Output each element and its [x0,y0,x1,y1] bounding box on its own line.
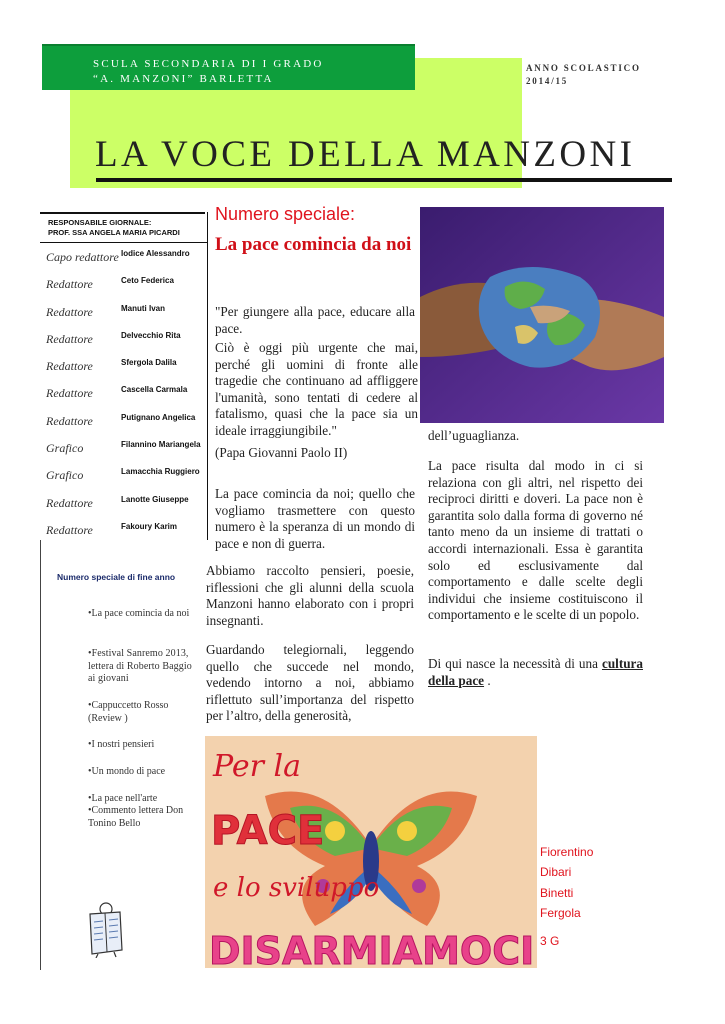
staff-name: Delvecchio Rita [121,330,181,340]
staff-row [46,273,206,300]
quote-text-continued: Ciò è oggi più urgente che mai, perché gli uomini di fronte alle tragedie che continuano ad affliggere l'umanità, sono tentati di cedere al fatalismo, quasi che la pace sia un ideale irraggiungibile." [215,340,418,438]
staff-role: Capo redattore [46,250,119,264]
author-class: 3 G [540,934,560,949]
school-name [93,57,324,87]
toc-item[interactable]: •La pace nell'arte [88,793,158,804]
staff-row [46,464,206,491]
author-name: Fiorentino [540,845,594,859]
newspaper-title: LA VOCE DELLA MANZONI [95,134,636,175]
staff-row [46,355,206,382]
staff-name: Lamacchia Ruggiero [121,467,200,477]
staff-row [46,382,206,409]
staff-role: Redattore [46,495,93,510]
school-line-1: SCULA SECONDARIA DI I GRADO [93,58,324,70]
staff-row [46,246,206,273]
staff-role: Redattore [46,359,93,374]
article-paragraph: La pace comincia da noi; quello che vogliamo trasmettere con questo numero è la speranza di un mondo di pace e non di guerra. [215,486,415,551]
staff-table [46,246,206,546]
staff-name: Iodice Alessandro [121,249,190,258]
staff-name: Manuti Ivan [121,303,166,313]
drawing-text-pace: PACE [211,808,325,854]
staff-name: Filannino Mariangela [121,440,201,450]
staff-name: Ceto Federica [121,276,174,286]
article-headline: La pace comincia da noi [215,234,412,255]
article-paragraph: Guardando telegiornali, leggendo quello che succede nel mondo, vedendo intorno a noi, abbiamo riflettuto sull’importanza del rispetto per l’altro, della generosità, [206,642,414,724]
year-label: ANNO SCOLASTICO [526,63,641,73]
school-line-2: “A. MANZONI” BARLETTA [93,73,274,85]
staff-row [46,410,206,437]
staff-heading-line-2: PROF. SSA ANGELA MARIA PICARDI [48,228,180,237]
staff-name: Sfergola Dalila [121,358,177,368]
hands-globe-photo [420,207,664,423]
drawing-text-per-la: Per la [213,749,301,784]
toc-item[interactable]: •La pace comincia da noi [88,608,190,619]
staff-role: Redattore [46,413,93,428]
author-name: Dibari [540,865,572,880]
author-name: Fergola [540,905,581,920]
article-paragraph: dell’uguaglianza. [428,428,520,443]
staff-name: Lanotte Giuseppe [121,494,189,504]
staff-row [46,328,206,355]
year-value: 2014/15 [526,76,569,86]
staff-name: Fakoury Karim [121,521,178,531]
toc-item[interactable]: •Commento lettera Don Tonino Bello [88,805,184,829]
toc-item[interactable]: •Un mondo di pace [88,766,166,777]
authors-list [540,842,593,951]
title-rule [96,178,672,182]
staff-heading [48,218,180,238]
drawing-text-disarmiamoci: DISARMIAMOCI [209,929,535,968]
staff-role: Redattore [46,331,93,346]
staff-role: Grafico [46,468,84,483]
special-issue-kicker: Numero speciale: [215,204,356,224]
toc-heading: Numero speciale di fine anno [57,572,176,582]
staff-heading-rule [40,242,208,243]
newspaper-reader-logo [80,900,130,958]
sidebar-rule [40,540,41,970]
staff-top-rule [40,212,205,214]
staff-name: Putignano Angelica [121,412,196,422]
staff-row [46,437,206,464]
article-paragraph [428,656,643,689]
peace-drawing [205,736,537,968]
staff-role: Grafico [46,441,84,456]
quote-author: (Papa Giovanni Paolo II) [215,445,348,460]
article-paragraph: La pace risulta dal modo in ci si relaziona con gli altri, nel rispetto dei reciproci diritti e doveri. La pace non è garantita solo dalla forma di governo né tanto meno da un insieme di trattati o accordi internazionali. Essa è garantita solo ed esclusivamente dal comportamento e dalle scelte degli individui che insieme costituiscono il comportamento e le scelte di un popolo. [428,458,643,623]
author-name: Binetti [540,885,574,900]
staff-role: Redattore [46,304,93,319]
culture-text: Di qui nasce la necessità di una [428,656,602,671]
staff-role: Redattore [46,522,93,537]
staff-divider [207,212,208,540]
culture-of-peace-link[interactable]: cultura della pace [428,656,643,688]
staff-role: Redattore [46,277,93,292]
staff-name: Cascella Carmala [121,385,188,395]
staff-role: Redattore [46,386,93,401]
toc-item[interactable]: •Festival Sanremo 2013, lettera di Roberto Baggio ai giovani [88,648,192,684]
quote-text: "Per giungere alla pace, educare alla pace. [215,304,415,336]
school-year [526,62,641,88]
staff-row [46,301,206,328]
drawing-text-sviluppo: e lo sviluppo [213,873,380,903]
toc-item[interactable]: •I nostri pensieri [88,739,155,750]
staff-heading-line-1: RESPONSABILE GIORNALE: [48,218,152,227]
staff-row [46,492,206,519]
staff-row [46,519,206,546]
culture-text-end: . [484,672,491,688]
toc-item[interactable]: •Cappuccetto Rosso (Review ) [88,700,169,724]
article-paragraph: Abbiamo raccolto pensieri, poesie, riflessioni che gli alunni della scuola Manzoni hanno elaborato con i propri insegnanti. [206,563,414,628]
